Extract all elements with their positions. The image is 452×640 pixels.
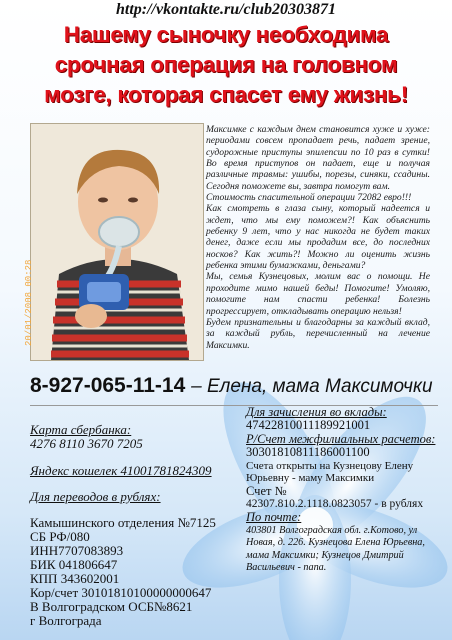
bank-line: В Волгоградском ОСБ№8621 <box>30 599 193 614</box>
rs-header: Р/Счет межфилиальных расчетов: <box>246 431 436 446</box>
contact-phone <box>30 374 450 398</box>
mail-address: 403801 Волгоградская обл. г.Котово, ул Новая, д. 226. Кузнецова Елена Юрьевна, мама Максимки; Кузнецов Дмитрий Васильевич - папа. <box>246 524 425 574</box>
story-paragraph: Будем признательны и благодарны за каждый вклад, за каждый рубль, перечисленный на лечение Максимки. <box>206 316 430 351</box>
deposit-number: 47422810011189921001 <box>246 418 371 433</box>
bank-line: КПП 343602001 <box>30 571 120 586</box>
card-header: Карта сбербанка: <box>30 422 132 437</box>
rs-number: 30301810811186001100 <box>246 445 370 460</box>
left-payment-column <box>30 411 245 628</box>
deposit-header: Для зачисления во вклады: <box>246 405 387 419</box>
mail-header: По почте: <box>246 510 302 525</box>
bank-line: БИК 041806647 <box>30 557 118 572</box>
bank-line: ИНН7707083893 <box>30 543 124 558</box>
photo-date-stamp: 20/01/2008 00:28 <box>24 259 34 346</box>
story-paragraph: Как смотреть в глаза сыну, который надеется и ждет, что мы ему поможем?! Как объяснить ребенку 9 лет, что у нас никогда не будет таких денег, даже если мы продадим все, до последних носков? Как жить?! Можно ли оценить жизнь ребенка этими бумажками, деньгами? <box>206 203 430 272</box>
headline <box>2 20 450 110</box>
group-url[interactable]: http://vkontakte.ru/club20303871 <box>115 1 336 18</box>
right-payment-column <box>246 406 442 575</box>
bank-line: СБ РФ/080 <box>30 529 90 544</box>
transfer-header: Для переводов в рублях: <box>30 489 161 504</box>
boy-photo <box>24 123 204 361</box>
story-paragraph: Мы, семья Кузнецовых, молим вас о помощи. Не проходите мимо нашей беды! Помогите! Умоляю, помогите нам спасти ребенка! Болезнь прогрессирует, откладывать операцию нельзя! <box>206 271 430 317</box>
story-paragraph: Стоимость спасительной операции 72082 евро!!! <box>206 192 412 204</box>
account-label: Счет № <box>246 483 287 498</box>
headline-line-2: срочная операция на головном <box>54 52 398 77</box>
headline-line-1: Нашему сыночку необходима <box>63 22 389 47</box>
bank-line: Кор/счет 30101810100000000647 <box>30 585 212 600</box>
account-number: 42307.810.2.1118.0823057 - в рублях <box>246 498 424 511</box>
phone-number[interactable]: 8-927-065-11-14 <box>30 374 186 397</box>
contact-name: – Елена, мама Максимочки <box>191 376 433 397</box>
bank-line: Камышинского отделения №7125 <box>30 515 216 530</box>
yandex-wallet: Яндекс кошелек 41001781824309 <box>30 463 212 478</box>
card-number: 4276 8110 3670 7205 <box>30 436 143 451</box>
account-note: Счета открыты на Кузнецову Елену Юрьевну - маму Максимки <box>246 459 414 485</box>
story-paragraph: Максимке с каждым днем становится хуже и хуже: периодами совсем пропадает речь, падает зрение, судорожные приступы эпилепсии по 10 раз в сутки! Во время приступов он падает, еще и получая различные травмы: ушибы, порезы, синяки, ссадины. Сегодня поможете вы, завтра помогут вам. <box>206 124 430 192</box>
headline-line-3: мозге, которая спасет ему жизнь! <box>44 82 408 107</box>
story-text <box>206 124 430 351</box>
bank-line: г Волгограда <box>30 613 102 628</box>
